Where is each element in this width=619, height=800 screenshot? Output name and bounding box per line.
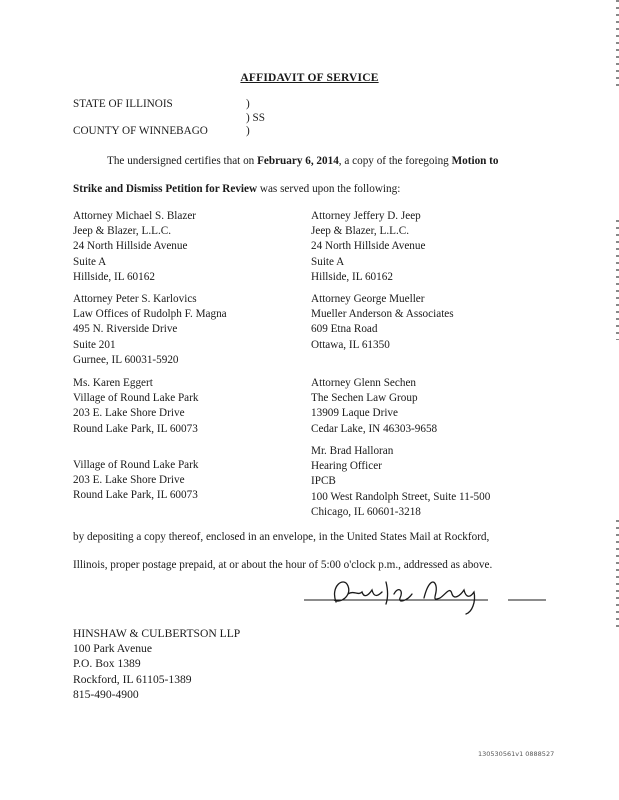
recipient-address: Attorney George Mueller Mueller Anderson & Associates 609 Etna Road Ottawa, IL 61350 <box>311 293 454 351</box>
firm-name: HINSHAW & CULBERTSON LLP <box>73 627 241 640</box>
venue-paren-2: ) <box>246 125 250 137</box>
service-date: February 6, 2014 <box>257 155 339 167</box>
closing-line-2: Illinois, proper postage prepaid, at or about the hour of 5:00 o'clock p.m., addressed as above. <box>73 559 493 571</box>
recipient-address: Ms. Karen Eggert Village of Round Lake Park 203 E. Lake Shore Drive Round Lake Park, IL 60073 <box>73 377 199 435</box>
firm-phone: 815-490-4900 <box>73 687 139 701</box>
handwritten-signature <box>300 572 550 618</box>
document-id-footer: 130530561v1 0888527 <box>478 750 555 758</box>
venue-paren-1: ) <box>246 98 250 110</box>
document-title: AFFIDAVIT OF SERVICE <box>240 72 379 84</box>
document-name-start: Motion to <box>451 155 499 167</box>
venue-state: STATE OF ILLINOIS <box>73 98 173 110</box>
recipient-address: Mr. Brad Halloran Hearing Officer IPCB 100 West Randolph Street, Suite 11-500 Chicago, IL 60601-3218 <box>311 445 491 518</box>
recipient-address: Attorney Michael S. Blazer Jeep & Blazer, L.L.C. 24 North Hillside Avenue Suite A Hillside, IL 60162 <box>73 210 197 283</box>
recipient-address: Attorney Glenn Sechen The Sechen Law Group 13909 Laque Drive Cedar Lake, IN 46303-9658 <box>311 377 438 435</box>
document-name-end: Strike and Dismiss Petition for Review <box>73 183 258 195</box>
recipient-address: Village of Round Lake Park 203 E. Lake Shore Drive Round Lake Park, IL 60073 <box>73 459 199 502</box>
recipient-address: Attorney Jeffery D. Jeep Jeep & Blazer, L.L.C. 24 North Hillside Avenue Suite A Hillside, IL 60162 <box>311 210 426 283</box>
closing-line-1: by depositing a copy thereof, enclosed in an envelope, in the United States Mail at Rockford, <box>73 531 490 543</box>
venue-county: COUNTY OF WINNEBAGO <box>73 125 208 137</box>
certification-line-2: Strike and Dismiss Petition for Review was served upon the following: <box>73 183 401 195</box>
recipient-address: Attorney Peter S. Karlovics Law Offices of Rudolph F. Magna 495 N. Riverside Drive Suite 201 Gurnee, IL 60031-5920 <box>73 293 227 366</box>
venue-ss: ) SS <box>246 112 265 124</box>
firm-address: HINSHAW & CULBERTSON LLP 100 Park Avenue P.O. Box 1389 Rockford, IL 61105-1389 815-490-4900 <box>73 627 241 701</box>
certification-line-1: The undersigned certifies that on February 6, 2014, a copy of the foregoing Motion to <box>107 155 499 167</box>
